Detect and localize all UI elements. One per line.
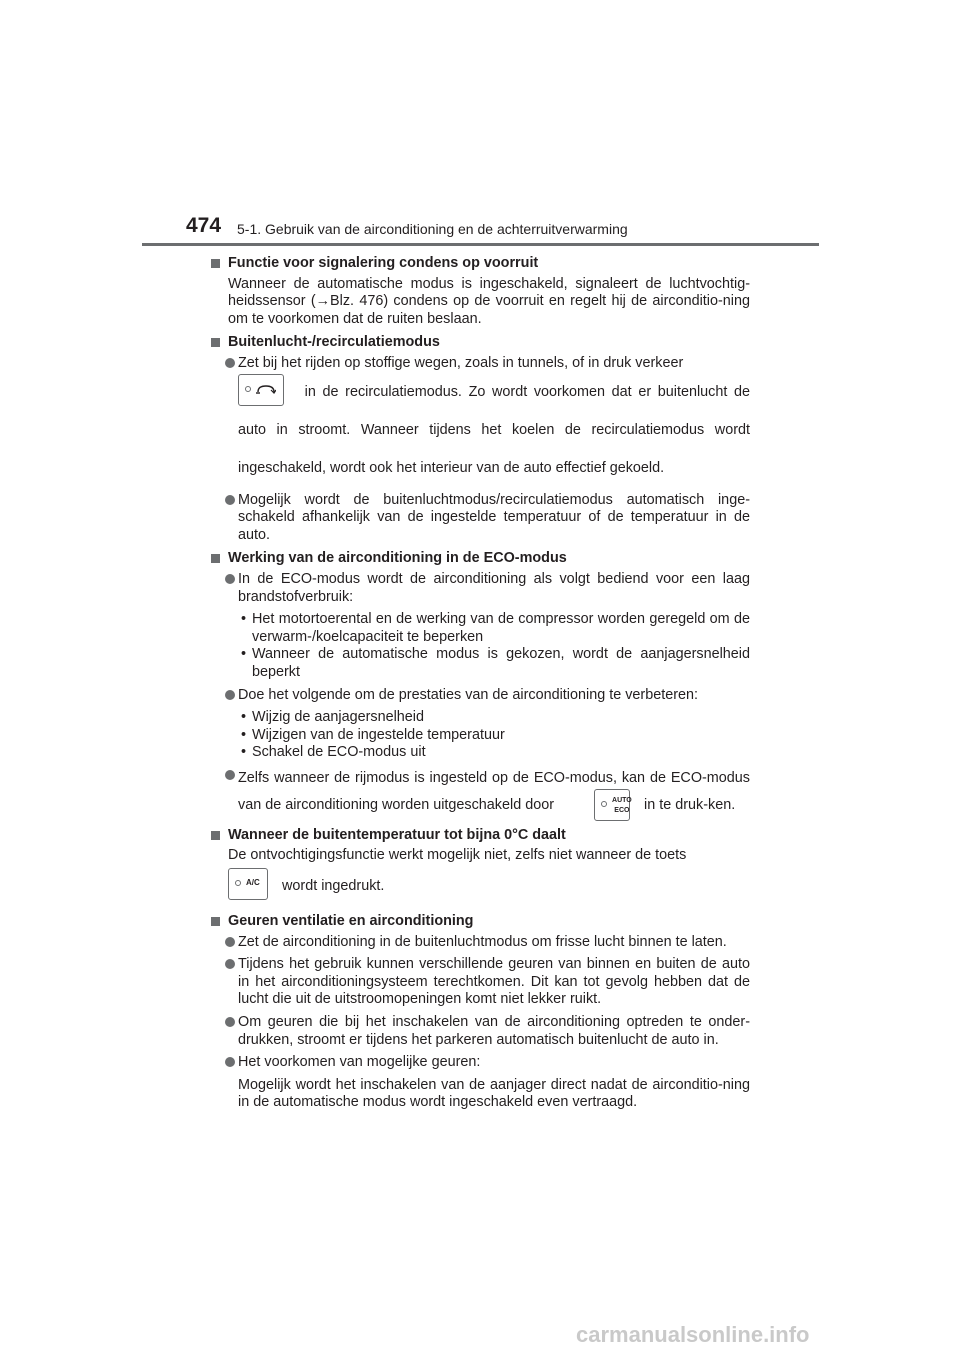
paragraph-text: wordt ingedrukt. — [282, 878, 385, 895]
small-bullet-icon: • — [241, 611, 247, 628]
section-heading — [210, 550, 750, 568]
bullet-item — [210, 492, 750, 545]
bullet-item — [210, 1054, 750, 1072]
round-bullet-icon — [225, 574, 235, 584]
section-heading-text: Functie voor signalering condens op voorruit — [228, 255, 539, 271]
bullet-text: in te druk-ken. — [644, 796, 736, 813]
round-bullet-icon — [225, 1057, 235, 1067]
bullet-item — [210, 956, 750, 1009]
watermark: carmanualsonline.info — [576, 1322, 810, 1347]
bullet-text: In de ECO-modus wordt de airconditioning als volgt bediend voor een laag brandstofverbruik: — [238, 570, 750, 605]
sub-list-item — [210, 709, 750, 727]
sub-list-item — [210, 727, 750, 745]
section-odors — [210, 913, 750, 1112]
section-heading-text: Werking van de airconditioning in de ECO-modus — [228, 550, 567, 567]
bullet-item — [210, 767, 750, 821]
bullet-item — [210, 934, 750, 952]
bullet-text: Zelfs wanneer de rijmodus is ingesteld op de ECO-modus, kan de ECO-modus van de airconditioning worden uitgeschakeld door — [238, 769, 750, 813]
ac-button-icon — [228, 868, 268, 900]
icon-line — [210, 865, 750, 907]
sub-list-text: Schakel de ECO-modus uit — [252, 744, 426, 761]
section-heading — [210, 827, 750, 845]
page-number: 474 — [186, 214, 222, 237]
sub-list — [210, 611, 750, 681]
recirculation-arrow-icon — [256, 383, 276, 395]
sub-list-text: Wijzig de aanjagersnelheid — [252, 709, 424, 726]
auto-eco-button-icon — [594, 789, 630, 821]
section-heading-text: Buitenlucht-/recirculatiemodus — [228, 334, 440, 351]
paragraph: Wanneer de automatische modus is ingeschakeld, signaleert de luchtvochtig-heidssensor (→Blz. 476) condens op de voorruit en regelt hij de airconditio-ning om te voorkomen dat de ruiten beslaan. — [228, 275, 750, 327]
square-bullet-icon — [211, 831, 220, 840]
round-bullet-icon — [225, 690, 235, 700]
section-condens — [210, 255, 750, 328]
bullet-continuation: Mogelijk wordt het inschakelen van de aanjager direct nadat de airconditio-ning in de automatische modus wordt ingeschakeld even vertraagd. — [238, 1076, 750, 1111]
ac-label: A/C — [246, 878, 260, 888]
section-heading-text: Geuren ventilatie en airconditioning — [228, 913, 474, 930]
bullet-item — [210, 355, 750, 487]
paragraph: De ontvochtigingsfunctie werkt mogelijk niet, zelfs niet wanneer de toets — [228, 847, 687, 864]
sub-list-item — [210, 611, 750, 646]
square-bullet-icon — [211, 259, 220, 268]
bullet-item — [210, 571, 750, 606]
sub-list-text: Wijzigen van de ingestelde temperatuur — [252, 726, 505, 743]
bullet-text: Zet de airconditioning in de buitenluchtmodus om frisse lucht binnen te laten. — [238, 933, 727, 950]
bullet-text: Het voorkomen van mogelijke geuren: — [238, 1054, 481, 1071]
square-bullet-icon — [211, 554, 220, 563]
bullet-text: in de recirculatiemodus. Zo wordt voorkomen dat er buitenlucht de auto in stroomt. Wanneer tijdens het koelen de recirculatiemodus wordt ingeschakeld, wordt ook het interieur van de auto effectief gekoeld. — [238, 383, 751, 476]
icon-line — [238, 373, 750, 487]
small-bullet-icon: • — [241, 646, 247, 663]
section-heading — [210, 255, 750, 273]
bullet-text: Zet bij het rijden op stoffige wegen, zoals in tunnels, of in druk verkeer — [238, 354, 684, 371]
round-bullet-icon — [225, 495, 235, 505]
round-bullet-icon — [225, 937, 235, 947]
round-bullet-icon — [225, 959, 235, 969]
eco-label: ECO — [614, 806, 630, 814]
bullet-item — [210, 1014, 750, 1049]
sub-list-text: Wanneer de automatische modus is gekozen, wordt de aanjagersnelheid beperkt — [252, 646, 750, 680]
auto-label: AUTO — [612, 796, 632, 804]
sub-list-text: Het motortoerental en de werking van de compressor worden geregeld om de verwarm-/koelcapaciteit te beperken — [252, 611, 750, 645]
small-bullet-icon: • — [241, 744, 247, 761]
section-eco-mode — [210, 550, 750, 821]
bullet-text: Om geuren die bij het inschakelen van de airconditioning optreden te onder-drukken, stroomt er tijdens het parkeren automatisch buitenlucht de auto in. — [238, 1014, 750, 1048]
bullet-item — [210, 687, 750, 705]
page-content — [210, 255, 750, 1118]
section-heading — [210, 913, 750, 931]
bullet-text: Doe het volgende om de prestaties van de airconditioning te verbeteren: — [238, 686, 698, 703]
indicator-led-icon — [245, 386, 251, 392]
section-heading-text: Wanneer de buitentemperatuur tot bijna 0°C daalt — [228, 826, 566, 843]
bullet-text: Mogelijk wordt de buitenluchtmodus/recirculatiemodus automatisch inge-schakeld afhankelijk van de ingestelde temperatuur of de temperatuur in de auto. — [238, 491, 750, 543]
indicator-led-icon — [601, 801, 607, 807]
bullet-text: Tijdens het gebruik kunnen verschillende geuren van binnen en buiten de auto in het airconditioningsysteem terechtkomen. Dit kan tot gevolg hebben dat de lucht die uit de uitstroomopeningen komt niet lekker ruikt. — [238, 956, 750, 1008]
square-bullet-icon — [211, 338, 220, 347]
section-recirculation — [210, 334, 750, 544]
sub-list-item — [210, 744, 750, 762]
recirculation-button-icon — [238, 374, 284, 406]
section-low-temperature — [210, 827, 750, 907]
round-bullet-icon — [225, 770, 235, 780]
indicator-led-icon — [235, 880, 241, 886]
square-bullet-icon — [211, 917, 220, 926]
auto-eco-label — [612, 796, 632, 816]
chapter-title: 5-1. Gebruik van de airconditioning en de achterruitverwarming — [237, 221, 628, 237]
round-bullet-icon — [225, 358, 235, 368]
sub-list — [210, 709, 750, 762]
page-header — [0, 0, 960, 250]
round-bullet-icon — [225, 1017, 235, 1027]
header-rule — [142, 243, 819, 246]
sub-list-item — [210, 646, 750, 681]
section-heading — [210, 334, 750, 352]
small-bullet-icon: • — [241, 709, 247, 726]
small-bullet-icon: • — [241, 726, 247, 743]
